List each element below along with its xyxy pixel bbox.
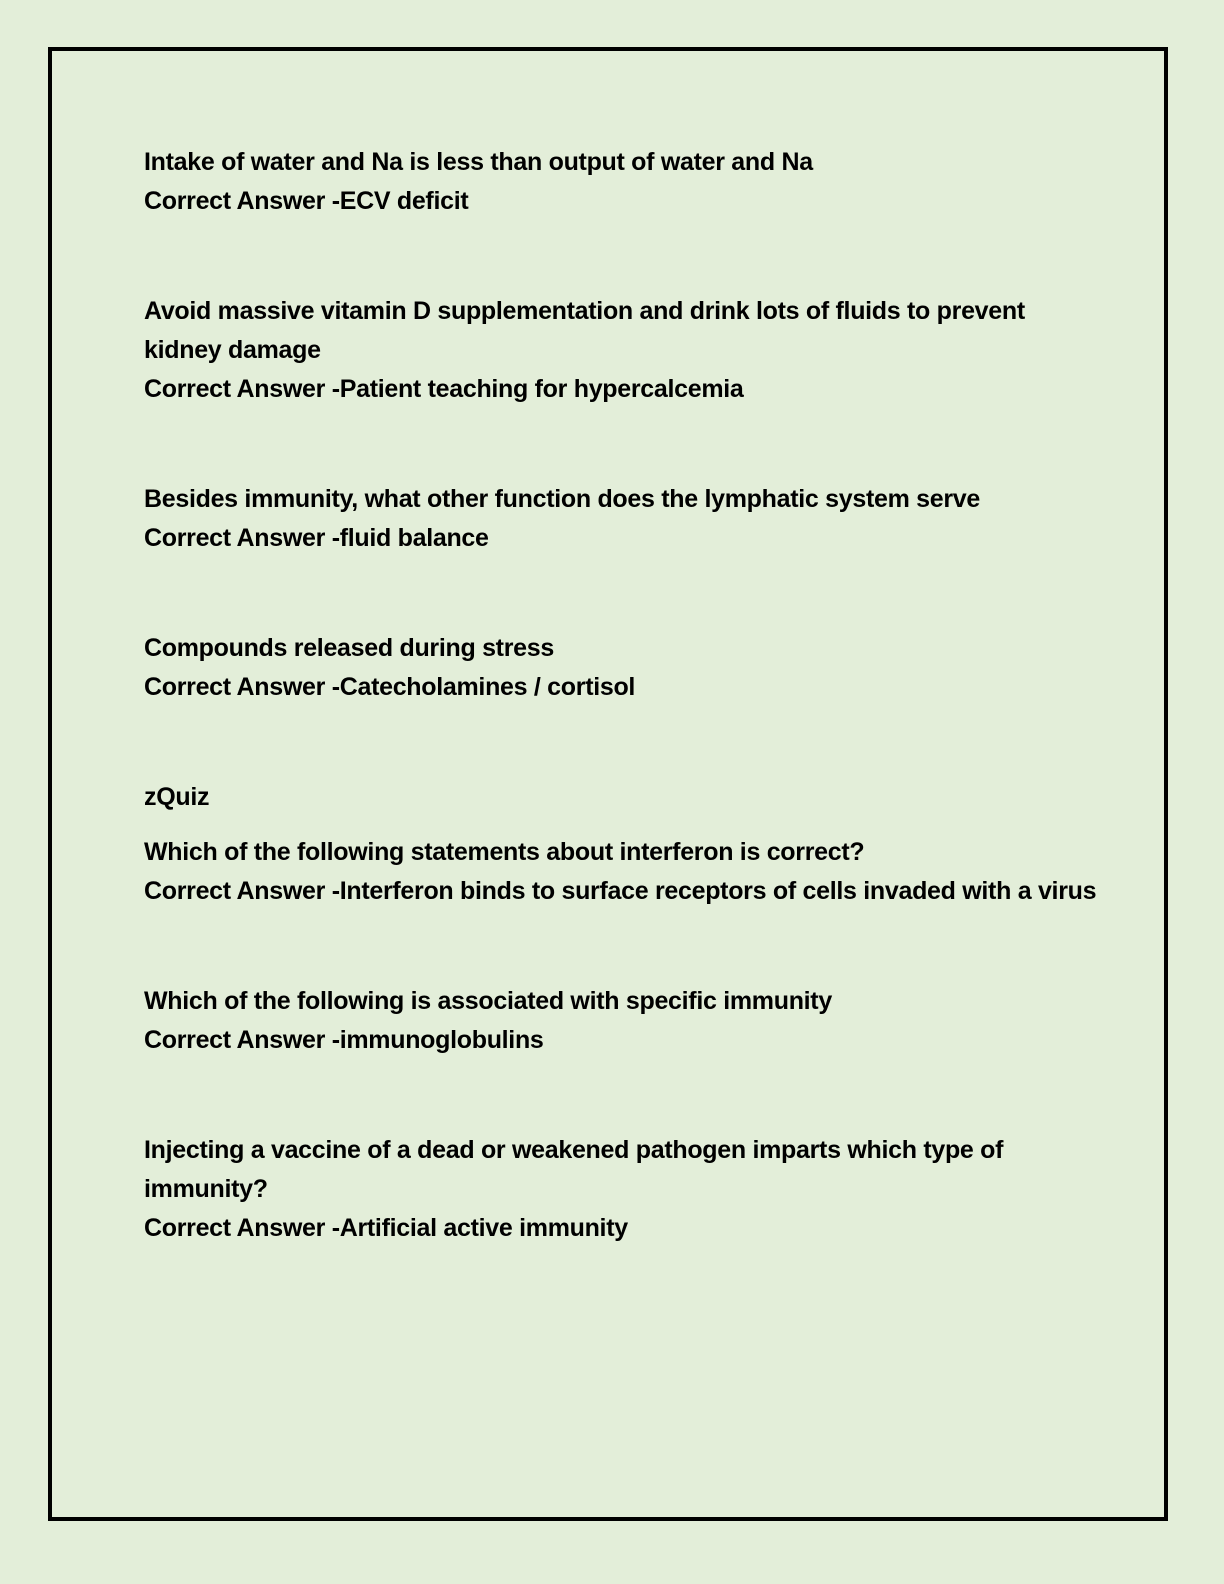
question-text: Intake of water and Na is less than output of water and Na xyxy=(144,148,813,176)
qa-item xyxy=(144,833,1104,911)
answer-text: Correct Answer -Patient teaching for hypercalcemia xyxy=(144,375,744,403)
question-text: Avoid massive vitamin D supplementation and drink lots of fluids to prevent kidney damage xyxy=(144,297,1025,364)
answer-text: Correct Answer -Artificial active immunity xyxy=(144,1214,628,1242)
answer-text: Correct Answer -immunoglobulins xyxy=(144,1026,544,1054)
question-text: Injecting a vaccine of a dead or weakened pathogen imparts which type of immunity? xyxy=(144,1136,1004,1203)
qa-item xyxy=(144,982,1104,1060)
answer-text: Correct Answer -Interferon binds to surface receptors of cells invaded with a virus xyxy=(144,877,1097,905)
question-text: Compounds released during stress xyxy=(144,634,554,662)
question-text: Which of the following statements about interferon is correct? xyxy=(144,838,865,866)
qa-item xyxy=(144,480,1104,558)
answer-text: Correct Answer -ECV deficit xyxy=(144,187,469,215)
question-text: Besides immunity, what other function does the lymphatic system serve xyxy=(144,485,981,513)
document-content xyxy=(144,143,1104,1248)
answer-text: Correct Answer -Catecholamines / cortisol xyxy=(144,673,636,701)
qa-item xyxy=(144,292,1104,409)
question-text: Which of the following is associated with specific immunity xyxy=(144,987,832,1015)
answer-text: Correct Answer -fluid balance xyxy=(144,524,489,552)
qa-item xyxy=(144,143,1104,221)
section-label: zQuiz xyxy=(144,783,210,811)
qa-item xyxy=(144,1131,1104,1248)
qa-item xyxy=(144,629,1104,707)
